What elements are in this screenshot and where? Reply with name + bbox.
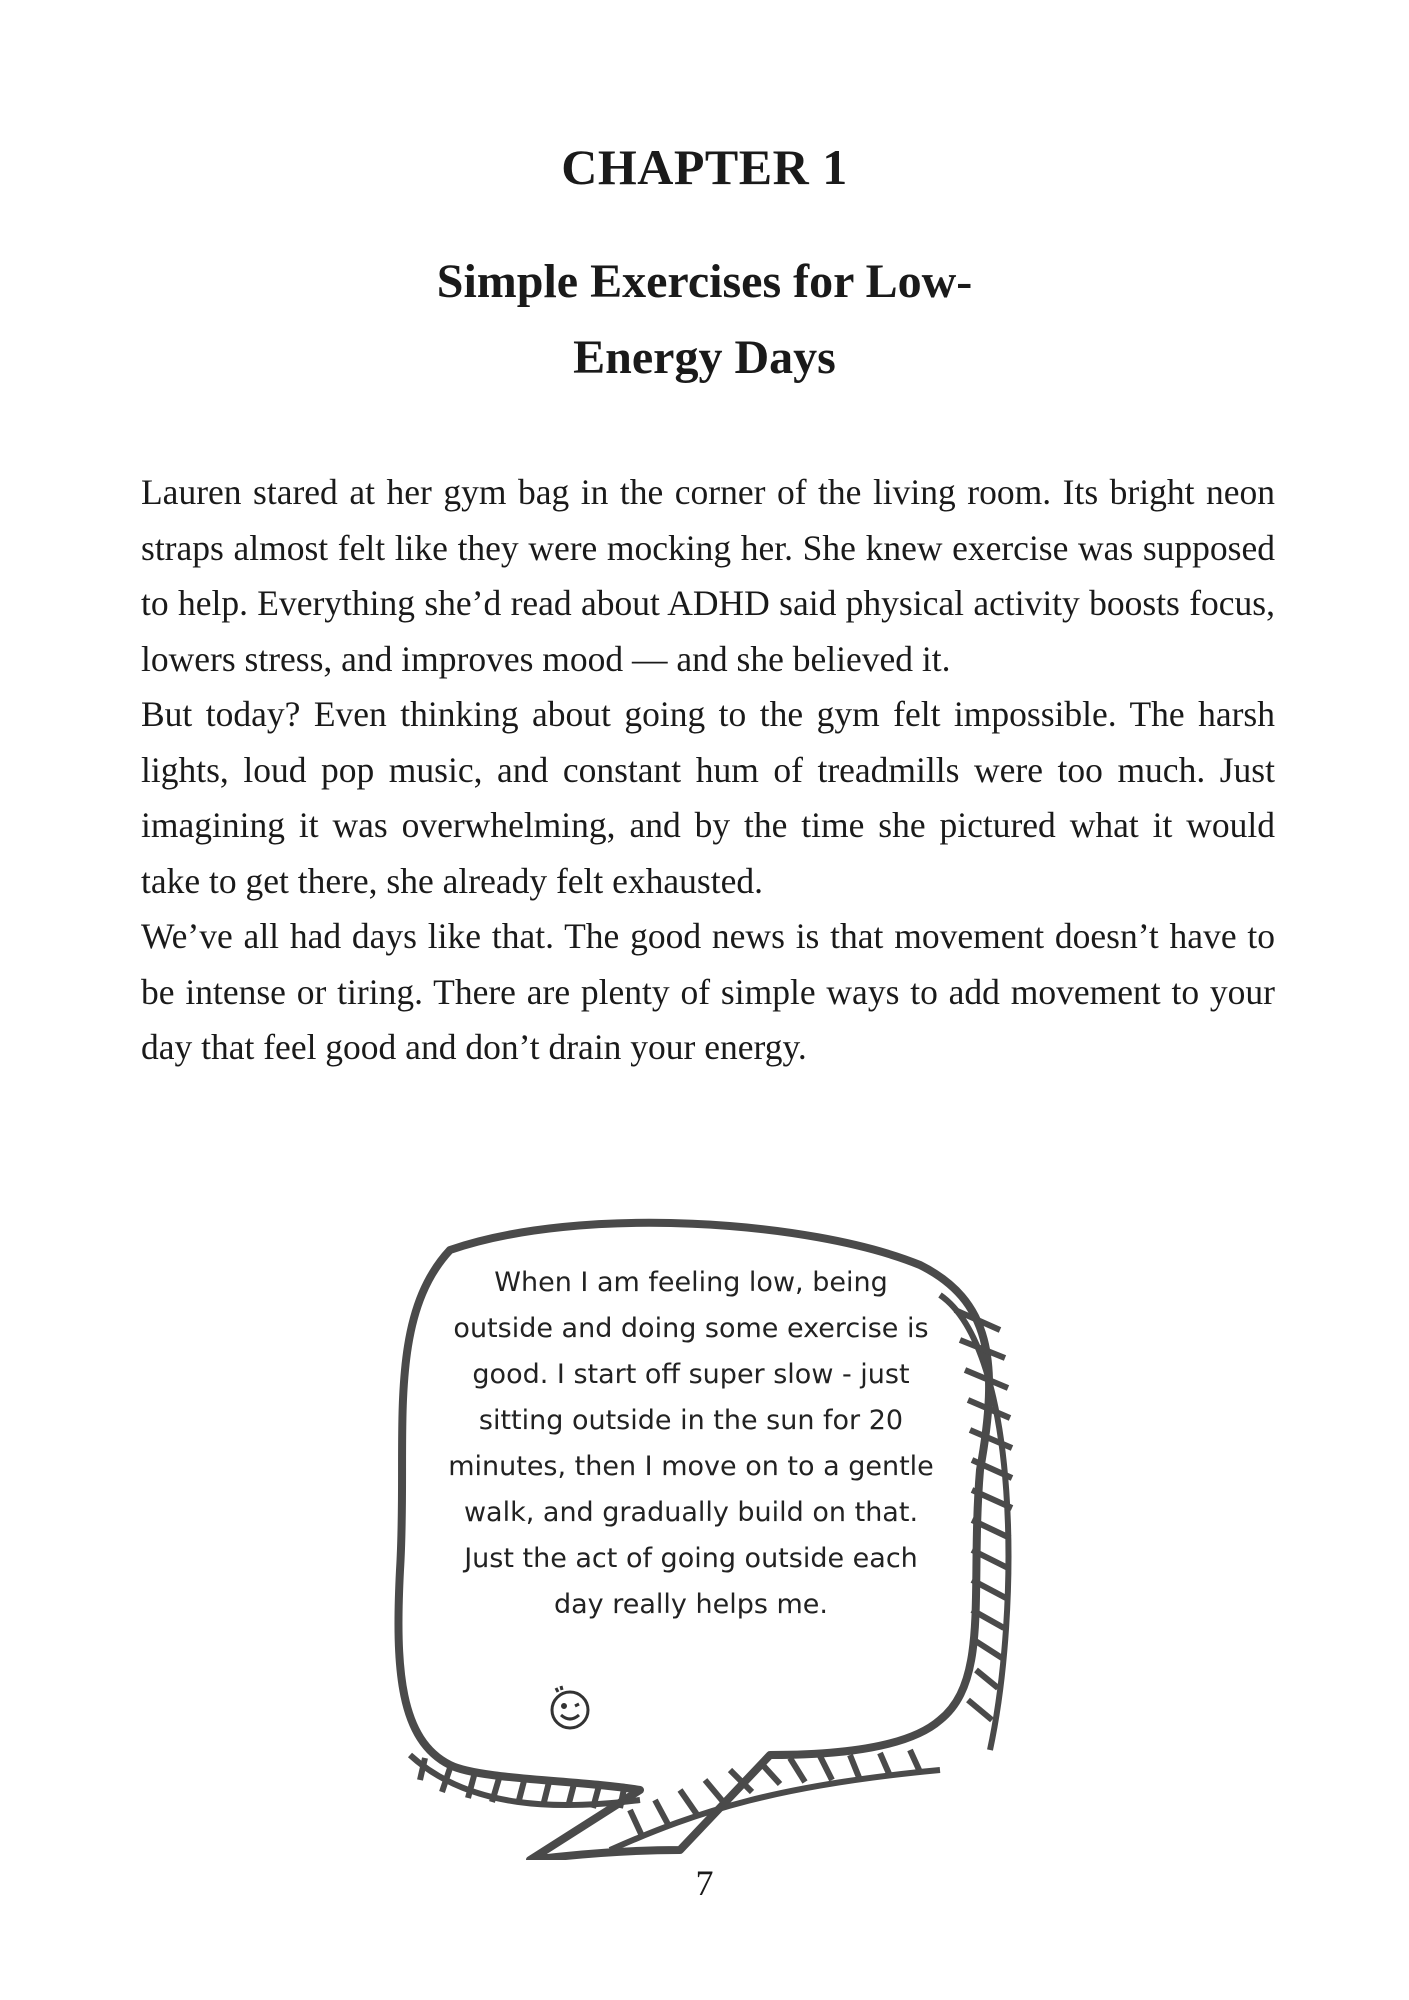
bubble-line: Just the act of going outside each [464,1543,918,1574]
bubble-line: sitting outside in the sun for 20 [478,1405,904,1436]
page-number: 7 [695,1863,714,1903]
bubble-line: outside and doing some exercise is [453,1313,929,1344]
bubble-line: good. I start off super slow - just [472,1359,910,1390]
body-text [141,465,1275,1076]
smiley-icon [552,1686,588,1728]
paragraph-1: Lauren stared at her gym bag in the corner of the living room. Its bright neon straps almost felt like they were mocking her. She knew exercise was supposed to help. Everything she’d read about ADHD said physical activity boosts focus, lowers stress, and improves mood — and she believed it. [141,472,1275,679]
chapter-label: CHAPTER 1 [561,139,848,195]
bubble-line: walk, and gradually build on that. [463,1497,919,1528]
paragraph-3: We’ve all had days like that. The good news is that movement doesn’t have to be intense or tiring. There are plenty of simple ways to add movement to your day that feel good and don’t drain your energy. [141,916,1275,1067]
chapter-title [0,244,1409,396]
speech-bubble [380,1210,940,1855]
bubble-line: minutes, then I move on to a gentle [448,1451,934,1482]
paragraph-2: But today? Even thinking about going to the gym felt impossible. The harsh lights, loud pop music, and constant hum of treadmills were too much. Just imagining it was overwhelming, and by the time she pictured what it would take to get there, she already felt exhausted. [141,694,1275,901]
bubble-text [416,1260,966,1628]
chapter-title-line-2: Energy Days [573,331,836,384]
bubble-line: When I am feeling low, being [494,1267,888,1298]
bubble-line: day really helps me. [554,1589,828,1620]
chapter-title-line-1: Simple Exercises for Low- [436,255,973,308]
